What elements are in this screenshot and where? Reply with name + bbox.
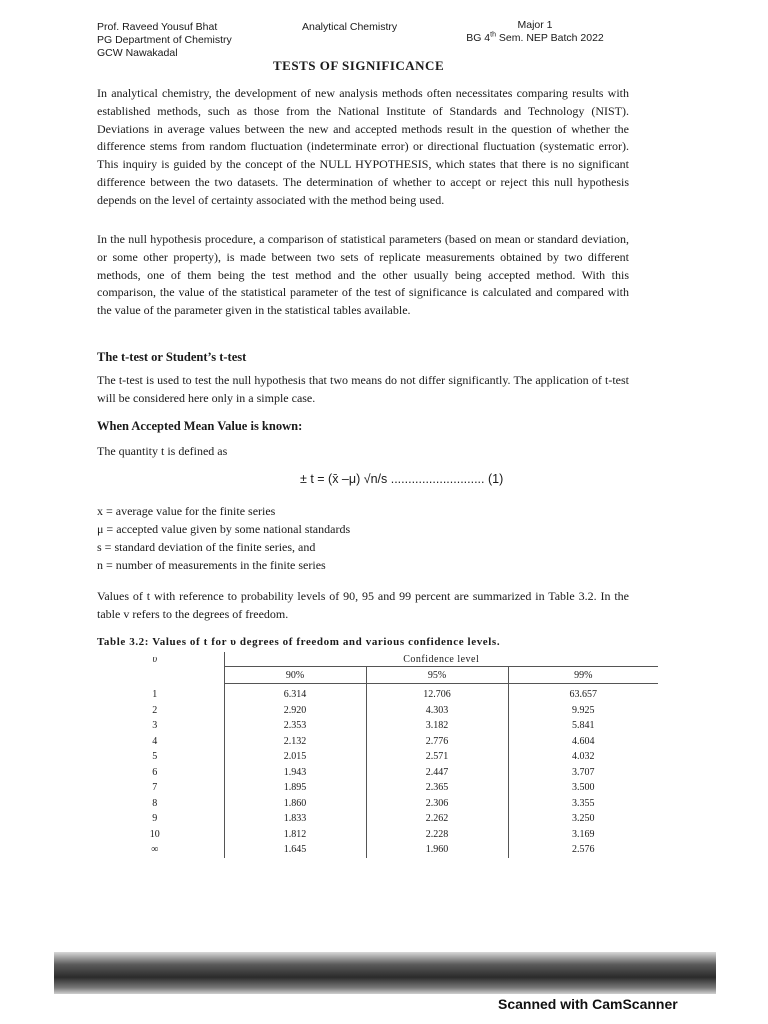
department: PG Department of Chemistry [97,34,232,46]
col-90-header: 90% [224,667,366,684]
col-95-header: 95% [366,667,508,684]
value-cell: 1.833 [224,811,366,827]
definition-x: x = average value for the finite series [97,504,276,518]
value-cell: 2.920 [224,703,366,719]
value-cell: 2.353 [224,718,366,734]
value-cell: 5.841 [508,718,658,734]
definition-n: n = number of measurements in the finite series [97,558,326,572]
table-caption: Table 3.2: Values of t for υ degrees of freedom and various confidence levels. [97,636,501,648]
dof-cell: 1 [152,689,158,700]
value-cell: 1.860 [224,796,366,812]
value-cell: 2.015 [224,749,366,765]
dof-cell: 3 [152,720,158,732]
scanner-watermark: Scanned with CamScanner [498,996,678,1012]
ttest-paragraph: The t-test is used to test the null hypothesis that two means do not differ significantly. The application of t-test will be considered here only in a simple case. [97,373,629,405]
value-cell: 2.132 [224,734,366,750]
table-row [86,811,658,827]
course-major: Major 1 [517,19,553,31]
table-body [86,684,658,858]
definitions-list [97,502,350,574]
table-row [86,796,658,812]
value-cell: 1.812 [224,827,366,843]
author-block [97,21,232,60]
table-row [86,780,658,796]
dof-cell: 2 [152,704,158,716]
v-column-header: υ [152,654,158,665]
course-batch: BG 4th Sem. NEP Batch 2022 [466,31,604,44]
intro-paragraph: In analytical chemistry, the development of new analysis methods often necessitates comparing results with established methods, such as those from the National Institute of Standards and Technology (NIST). Deviations in average values between the new and accepted methods result in the question of whether the difference stems from random fluctuation (indeterminate error) or directional fluctuation (systematic error). This inquiry is guided by the concept of the NULL HYPOTHESIS, which states that there is no significant difference between the two datasets. The determination of whether to accept or reject this null hypothesis depends on the level of certainty associated with the method being used. [97,86,629,207]
value-cell: 3.250 [508,811,658,827]
value-cell: 4.032 [508,749,658,765]
value-cell: 2.262 [366,811,508,827]
value-cell: 6.314 [224,684,366,703]
page-title: TESTS OF SIGNIFICANCE [273,58,445,73]
value-cell: 2.447 [366,765,508,781]
value-cell: 1.943 [224,765,366,781]
table-row [86,749,658,765]
t-values-table [86,652,658,858]
scan-edge-shadow [54,952,716,994]
value-cell: 2.571 [366,749,508,765]
subject-title: Analytical Chemistry [302,21,398,33]
dof-cell: 9 [152,813,158,825]
values-paragraph: Values of t with reference to probability levels of 90, 95 and 99 percent are summarized in Table 3.2. In the table v refers to the degrees of freedom. [97,589,629,621]
college: GCW Nawakadal [97,47,178,59]
dof-cell: ∞ [151,844,159,856]
quantity-paragraph: The quantity t is defined as [97,444,228,458]
value-cell: 2.365 [366,780,508,796]
table-row [86,827,658,843]
table-row [86,765,658,781]
table-row [86,842,658,858]
table-row [86,703,658,719]
null-hypothesis-paragraph: In the null hypothesis procedure, a comparison of statistical parameters (based on mean or standard deviation, or some other property), is made between two sets of replicate measurements obtained by two different methods, one of them being the test method and the other usually being accepted method. With this comparison, the value of the statistical parameter of the test of significance is calculated and compared with the value of the parameter given in the statistical tables available. [97,232,629,318]
dof-cell: 4 [152,735,158,747]
table-row [86,718,658,734]
value-cell: 1.895 [224,780,366,796]
confidence-level-header: Confidence level [224,652,658,667]
value-cell: 3.707 [508,765,658,781]
value-cell: 1.645 [224,842,366,858]
dof-cell: 6 [152,766,158,778]
value-cell: 2.776 [366,734,508,750]
col-99-header: 99% [508,667,658,684]
known-mean-heading: When Accepted Mean Value is known: [97,419,303,433]
definition-mu: μ = accepted value given by some national standards [97,522,351,536]
value-cell: 9.925 [508,703,658,719]
ttest-heading: The t-test or Student’s t-test [97,350,247,364]
value-cell: 63.657 [508,684,658,703]
dof-cell: 8 [152,797,158,809]
dof-cell: 10 [149,828,160,840]
value-cell: 3.169 [508,827,658,843]
course-info [460,19,610,45]
value-cell: 2.576 [508,842,658,858]
value-cell: 4.604 [508,734,658,750]
dof-cell: 7 [152,782,158,794]
definition-s: s = standard deviation of the finite series, and [97,540,316,554]
value-cell: 3.355 [508,796,658,812]
value-cell: 2.228 [366,827,508,843]
dof-cell: 5 [152,751,158,763]
t-formula: ± t = (x̄ –μ) √n/s ........................... (1) [300,472,504,486]
value-cell: 2.306 [366,796,508,812]
value-cell: 3.500 [508,780,658,796]
table-row [86,684,658,703]
value-cell: 3.182 [366,718,508,734]
value-cell: 12.706 [366,684,508,703]
value-cell: 4.303 [366,703,508,719]
value-cell: 1.960 [366,842,508,858]
table-row [86,734,658,750]
author-name: Prof. Raveed Yousuf Bhat [97,21,218,33]
